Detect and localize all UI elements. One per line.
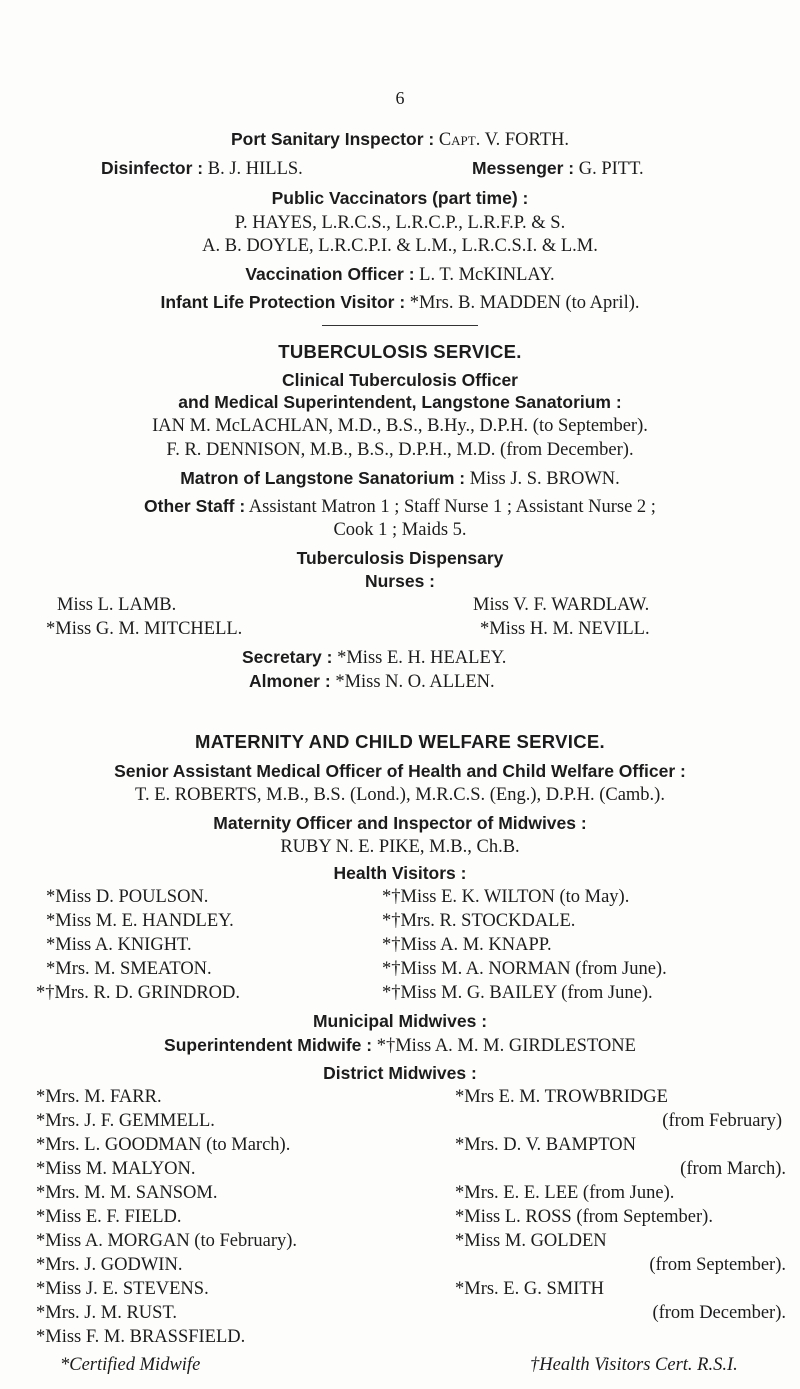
vaccinator-line: P. HAYES, L.R.C.S., L.R.C.P., L.R.F.P. & S.	[234, 213, 566, 233]
maternity-officer: RUBY N. E. PIKE, M.B., Ch.B.	[280, 837, 520, 857]
section-divider	[322, 325, 478, 326]
district-midwife: *Mrs. E. G. SMITH	[455, 1279, 605, 1299]
health-visitor: *Miss D. POULSON.	[46, 887, 209, 907]
health-visitor: *†Mrs. R. STOCKDALE.	[382, 911, 576, 931]
district-midwife: *Mrs. M. M. SANSOM.	[36, 1183, 218, 1203]
municipal-midwives-heading: Municipal Midwives :	[312, 1011, 488, 1031]
health-visitor: *Miss M. E. HANDLEY.	[46, 911, 234, 931]
district-midwife: *Miss J. E. STEVENS.	[36, 1279, 209, 1299]
vaccination-officer: Vaccination Officer : L. T. McKINLAY.	[245, 264, 555, 285]
nurse-name: *Miss H. M. NEVILL.	[480, 619, 650, 639]
footnote-health-visitors: †Health Visitors Cert. R.S.I.	[530, 1355, 738, 1375]
value: B. J. HILLS.	[207, 159, 303, 179]
page-number: 6	[395, 88, 405, 108]
health-visitor: *†Miss A. M. KNAPP.	[382, 935, 552, 955]
district-midwife: *Miss M. MALYON.	[36, 1159, 196, 1179]
nurse-name: Miss L. LAMB.	[57, 595, 177, 615]
clinical-officer: IAN M. McLACHLAN, M.D., B.S., B.Hy., D.P.H. (to September).	[152, 416, 648, 436]
disinfector	[101, 158, 303, 180]
district-midwife-note: (from September).	[649, 1255, 786, 1275]
district-midwife: *Miss A. MORGAN (to February).	[36, 1231, 298, 1251]
other-staff: Other Staff : Assistant Matron 1 ; Staff Nurse 1 ; Assistant Nurse 2 ;	[144, 496, 656, 517]
clinical-officer-heading: and Medical Superintendent, Langstone Sanatorium :	[178, 392, 622, 412]
nurse-name: *Miss G. M. MITCHELL.	[46, 619, 243, 639]
health-visitor: *†Miss M. G. BAILEY (from June).	[382, 983, 653, 1003]
clinical-officer: F. R. DENNISON, M.B., B.S., D.P.H., M.D. (from December).	[166, 440, 634, 460]
secretary: Secretary : *Miss E. H. HEALEY.	[242, 647, 507, 668]
district-midwife: *Mrs. L. GOODMAN (to March).	[36, 1135, 291, 1155]
health-visitor: *Mrs. M. SMEATON.	[46, 959, 212, 979]
value: Capt. V. FORTH.	[438, 130, 570, 150]
health-visitors-heading: Health Visitors :	[333, 863, 467, 883]
maternity-officer-heading: Maternity Officer and Inspector of Midwives :	[213, 813, 587, 833]
nurse-name: Miss V. F. WARDLAW.	[473, 595, 650, 615]
senior-officer: T. E. ROBERTS, M.B., B.S. (Lond.), M.R.C.S. (Eng.), D.P.H. (Camb.).	[135, 785, 665, 805]
tuberculosis-service-title: TUBERCULOSIS SERVICE.	[278, 341, 522, 362]
dispensary-heading: Tuberculosis Dispensary	[296, 548, 504, 568]
almoner: Almoner : *Miss N. O. ALLEN.	[249, 671, 495, 692]
district-midwife: *Miss F. M. BRASSFIELD.	[36, 1327, 246, 1347]
district-midwife: *Miss E. F. FIELD.	[36, 1207, 182, 1227]
district-midwife: *Miss M. GOLDEN	[455, 1231, 607, 1251]
maternity-service-title: MATERNITY AND CHILD WELFARE SERVICE.	[195, 731, 605, 752]
health-visitor: *†Mrs. R. D. GRINDROD.	[36, 983, 241, 1003]
district-midwife: *Mrs. J. F. GEMMELL.	[36, 1111, 215, 1131]
dispensary-heading: Nurses :	[364, 571, 436, 591]
messenger	[472, 158, 644, 180]
district-midwife: *Mrs. J. GODWIN.	[36, 1255, 183, 1275]
other-staff-continued: Cook 1 ; Maids 5.	[333, 520, 467, 540]
port-sanitary-inspector	[0, 129, 800, 151]
health-visitor: *†Miss M. A. NORMAN (from June).	[382, 959, 667, 979]
label: Disinfector :	[101, 158, 204, 178]
superintendent-midwife: Superintendent Midwife : *†Miss A. M. M. GIRDLESTONE	[164, 1035, 636, 1056]
infant-life-protection-visitor: Infant Life Protection Visitor : *Mrs. B. MADDEN (to April).	[160, 292, 640, 313]
value: G. PITT.	[578, 159, 644, 179]
district-midwife: *Mrs. D. V. BAMPTON	[455, 1135, 636, 1155]
district-midwife-note: (from December).	[652, 1303, 786, 1323]
vaccinator-line: A. B. DOYLE, L.R.C.P.I. & L.M., L.R.C.S.I. & L.M.	[202, 236, 598, 256]
district-midwife: *Mrs E. M. TROWBRIDGE	[455, 1087, 668, 1107]
district-midwives-heading: District Midwives :	[323, 1063, 477, 1083]
district-midwife: *Mrs. J. M. RUST.	[36, 1303, 177, 1323]
footnote-certified-midwife: *Certified Midwife	[60, 1355, 201, 1375]
district-midwife-note: (from February)	[662, 1111, 782, 1131]
district-midwife: *Mrs. M. FARR.	[36, 1087, 162, 1107]
label: Messenger :	[472, 158, 575, 178]
district-midwife-note: (from March).	[680, 1159, 786, 1179]
district-midwife: *Miss L. ROSS (from September).	[455, 1207, 713, 1227]
district-midwife: *Mrs. E. E. LEE (from June).	[455, 1183, 675, 1203]
public-vaccinators-heading: Public Vaccinators (part time) :	[271, 188, 529, 208]
clinical-officer-heading: Clinical Tuberculosis Officer	[282, 370, 518, 390]
matron: Matron of Langstone Sanatorium : Miss J. S. BROWN.	[180, 468, 620, 489]
health-visitor: *†Miss E. K. WILTON (to May).	[382, 887, 630, 907]
senior-officer-heading: Senior Assistant Medical Officer of Health and Child Welfare Officer :	[114, 761, 686, 781]
health-visitor: *Miss A. KNIGHT.	[46, 935, 192, 955]
label: Port Sanitary Inspector :	[230, 129, 435, 149]
